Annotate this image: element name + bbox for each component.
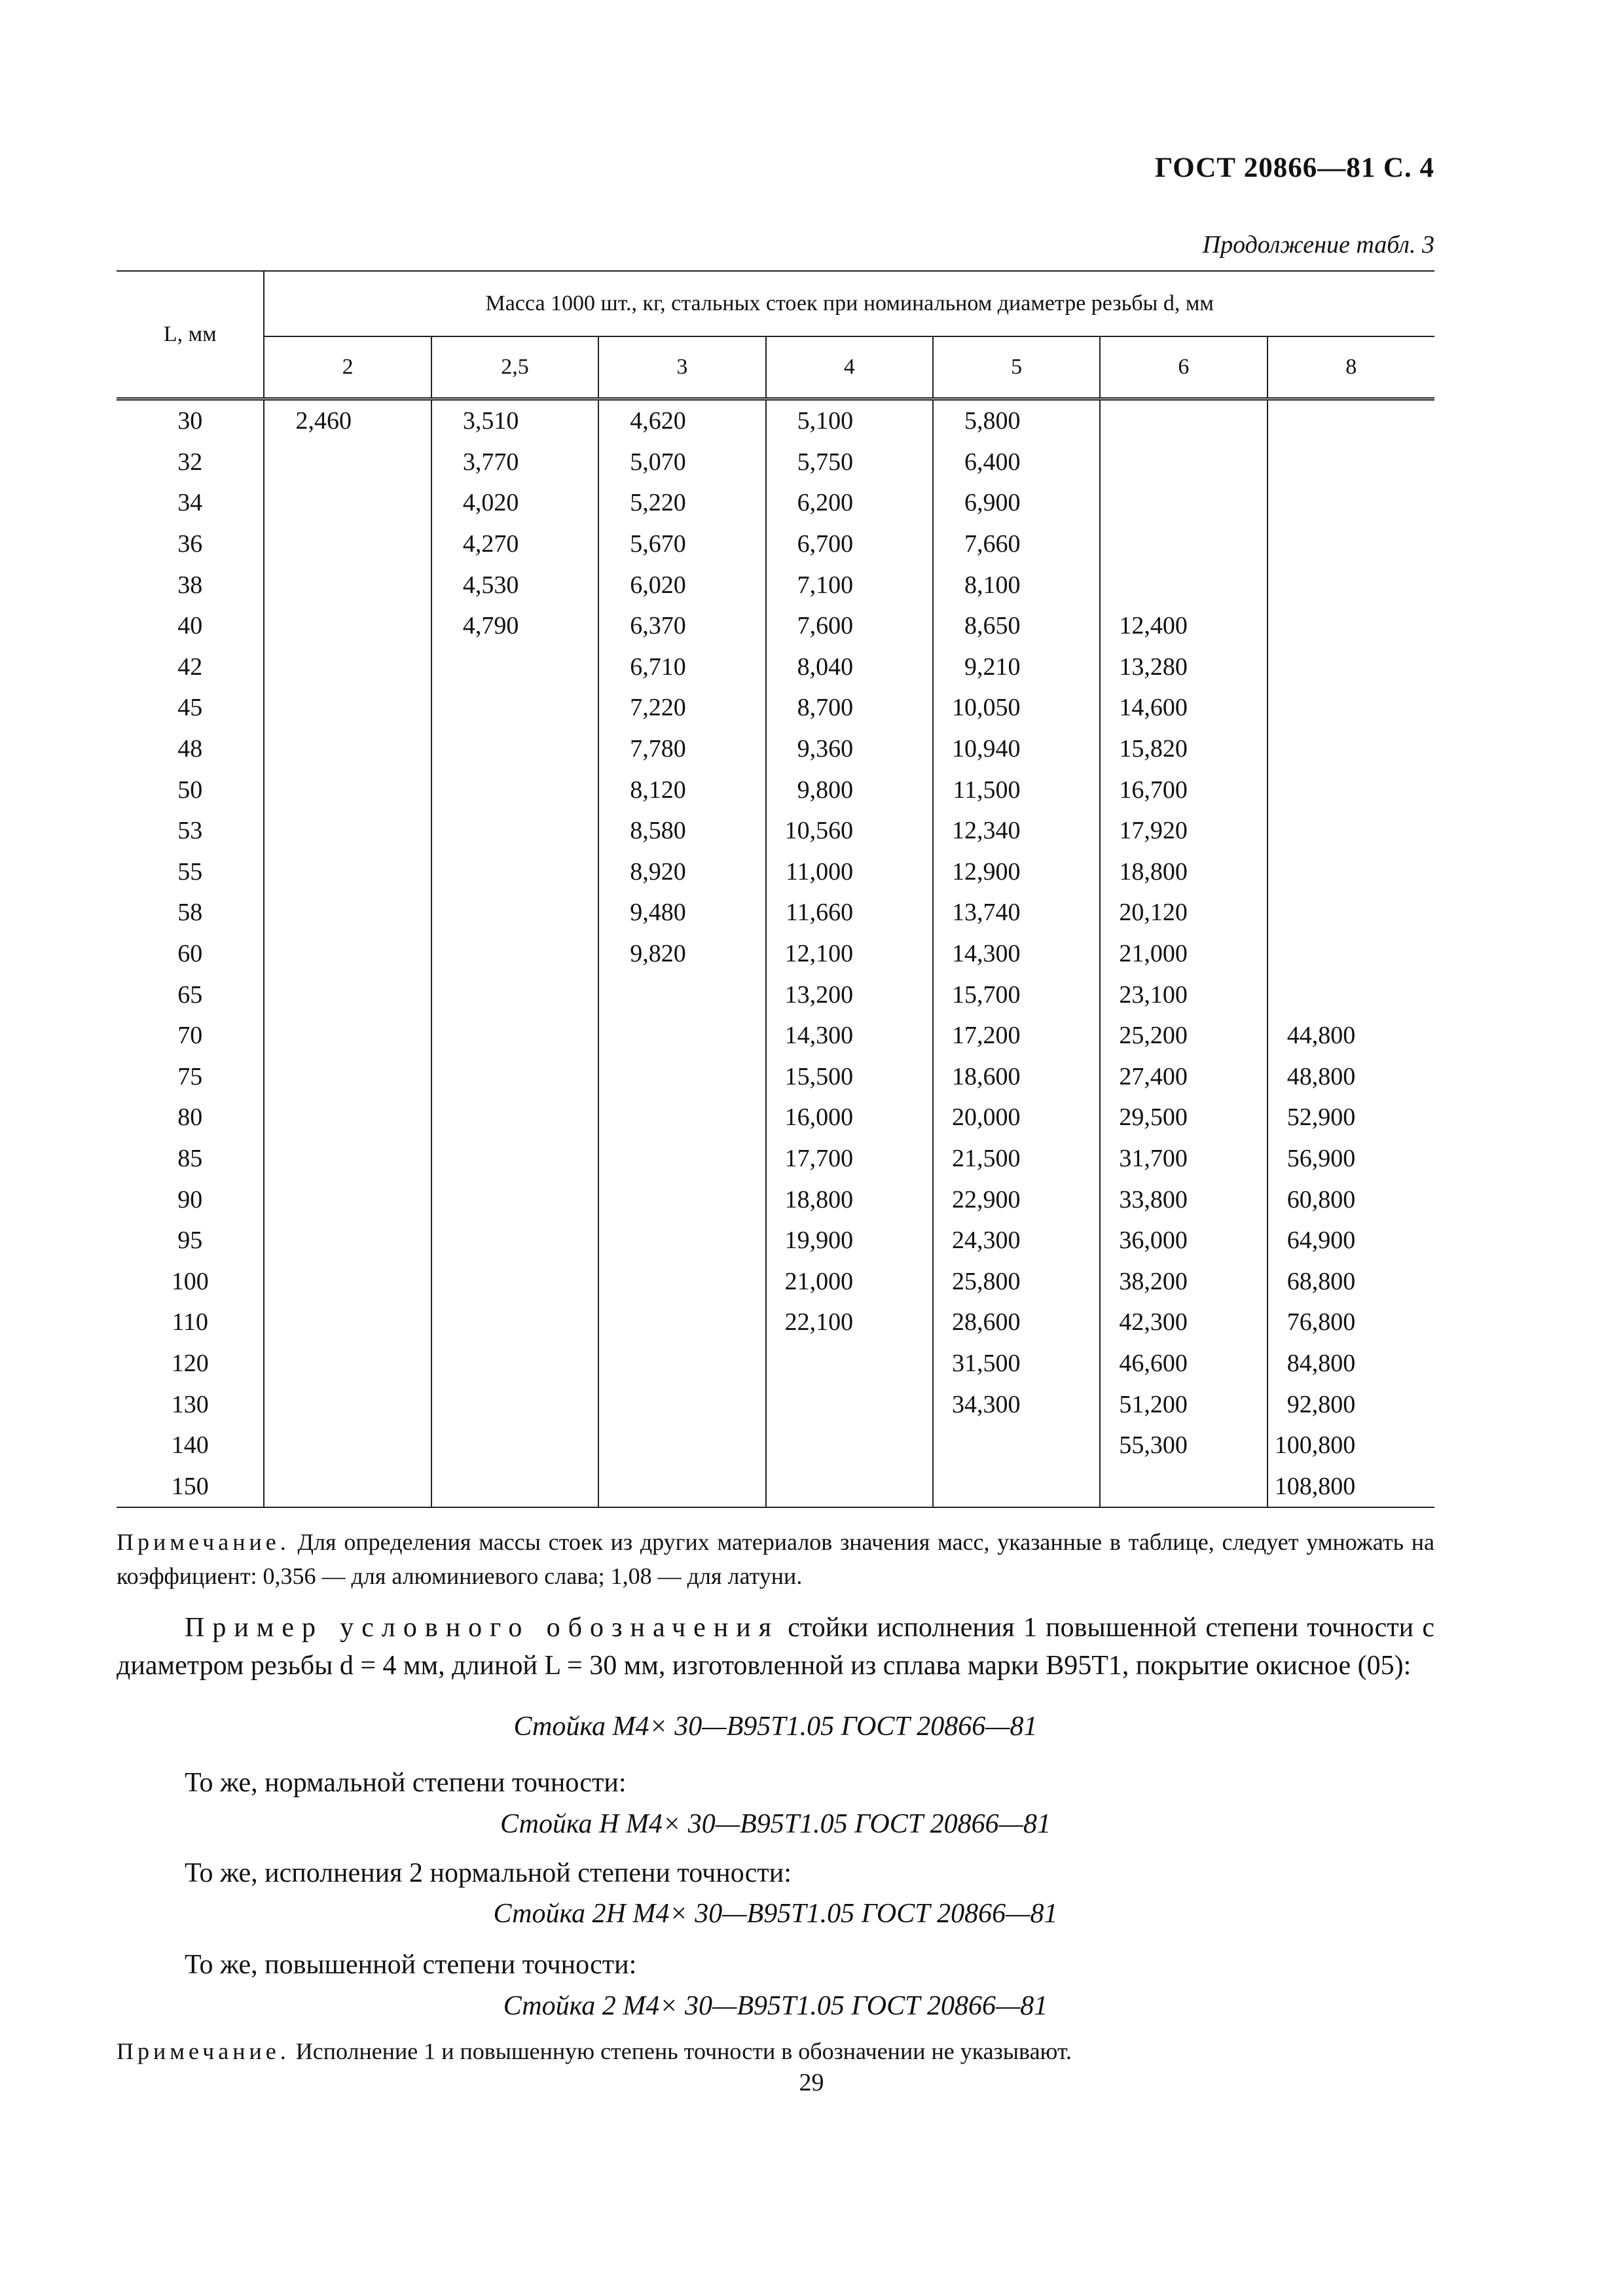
length-cell: 80	[117, 1097, 264, 1138]
mass-cell	[264, 605, 431, 647]
mass-cell: 44,800	[1267, 1015, 1434, 1056]
mass-cell: 7,780	[598, 728, 765, 770]
mass-cell: 33,800	[1100, 1179, 1267, 1220]
table-row	[117, 1302, 1434, 1343]
mass-cell: 6,900	[933, 482, 1100, 524]
designation-1: Стойка М4× 30—В95Т1.05 ГОСТ 20866—81	[513, 1712, 1038, 1742]
mass-cell: 100,800	[1267, 1425, 1434, 1466]
mass-cell: 13,740	[933, 892, 1100, 933]
length-cell: 48	[117, 728, 264, 770]
mass-cell	[1267, 728, 1434, 770]
mass-cell: 16,700	[1100, 769, 1267, 810]
mass-cell	[264, 1465, 431, 1507]
mass-cell: 5,670	[598, 524, 765, 565]
mass-cell: 51,200	[1100, 1384, 1267, 1425]
note-1	[117, 1525, 1434, 1593]
table-row	[117, 687, 1434, 728]
mass-cell	[264, 810, 431, 852]
mass-cell	[264, 1015, 431, 1056]
table-row	[117, 1015, 1434, 1056]
note-2-text: Исполнение 1 и повышенную степень точности в обозначении не указывают.	[295, 2038, 1072, 2064]
mass-cell	[598, 1384, 765, 1425]
length-cell: 110	[117, 1302, 264, 1343]
mass-cell: 9,800	[766, 769, 933, 810]
mass-cell: 5,750	[766, 442, 933, 483]
mass-cell: 3,510	[431, 399, 598, 442]
length-cell: 58	[117, 892, 264, 933]
length-cell: 55	[117, 852, 264, 893]
diameter-header: 4	[766, 336, 933, 399]
mass-cell: 8,650	[933, 605, 1100, 647]
mass-cell	[1100, 482, 1267, 524]
mass-cell: 16,000	[766, 1097, 933, 1138]
table-row	[117, 1138, 1434, 1179]
mass-cell: 9,210	[933, 647, 1100, 688]
note-1-text: Для определения массы стоек из других материалов значения масс, указанные в таблице, следует умножать на коэффициент: 0,356 — для алюминиевого слава; 1,08 — для латуни.	[117, 1529, 1434, 1589]
mass-cell	[264, 524, 431, 565]
mass-cell	[933, 1465, 1100, 1507]
mass-cell: 28,600	[933, 1302, 1100, 1343]
mass-cell: 21,500	[933, 1138, 1100, 1179]
mass-cell: 18,800	[766, 1179, 933, 1220]
table-row	[117, 1056, 1434, 1098]
mass-cell	[598, 1425, 765, 1466]
mass-cell: 52,900	[1267, 1097, 1434, 1138]
mass-cell: 12,100	[766, 933, 933, 975]
mass-cell	[431, 687, 598, 728]
mass-cell	[1267, 605, 1434, 647]
mass-cell: 7,600	[766, 605, 933, 647]
mass-cell: 18,600	[933, 1056, 1100, 1098]
mass-cell	[264, 687, 431, 728]
mass-cell: 92,800	[1267, 1384, 1434, 1425]
mass-cell: 4,790	[431, 605, 598, 647]
table-row	[117, 1261, 1434, 1302]
mass-cell: 13,280	[1100, 647, 1267, 688]
mass-cell: 76,800	[1267, 1302, 1434, 1343]
table-row	[117, 1220, 1434, 1261]
mass-cell	[264, 769, 431, 810]
mass-cell	[431, 1425, 598, 1466]
mass-cell	[598, 1138, 765, 1179]
mass-cell	[1267, 933, 1434, 975]
table-row	[117, 1465, 1434, 1507]
length-cell: 85	[117, 1138, 264, 1179]
mass-cell: 4,530	[431, 564, 598, 605]
mass-cell	[264, 1056, 431, 1098]
mass-cell: 12,900	[933, 852, 1100, 893]
diameter-header: 5	[933, 336, 1100, 399]
mass-cell	[933, 1425, 1100, 1466]
mass-cell: 4,620	[598, 399, 765, 442]
diameter-header: 8	[1267, 336, 1434, 399]
mass-cell	[264, 1425, 431, 1466]
mass-cell: 6,700	[766, 524, 933, 565]
table-row	[117, 852, 1434, 893]
mass-cell: 3,770	[431, 442, 598, 483]
mass-cell: 8,100	[933, 564, 1100, 605]
mass-cell: 21,000	[1100, 933, 1267, 975]
diameter-header: 3	[598, 336, 765, 399]
note-2	[117, 2034, 1434, 2068]
diameter-header: 2,5	[431, 336, 598, 399]
mass-cell: 18,800	[1100, 852, 1267, 893]
mass-cell	[598, 1097, 765, 1138]
note-2-label: Примечание.	[117, 2038, 290, 2064]
mass-cell: 48,800	[1267, 1056, 1434, 1098]
table-row	[117, 1343, 1434, 1384]
table-row	[117, 482, 1434, 524]
mass-table	[117, 270, 1434, 1508]
mass-cell	[264, 1220, 431, 1261]
mass-cell	[431, 892, 598, 933]
mass-cell	[431, 1261, 598, 1302]
mass-cell	[264, 1179, 431, 1220]
mass-cell: 14,600	[1100, 687, 1267, 728]
mass-cell: 64,900	[1267, 1220, 1434, 1261]
mass-cell	[766, 1465, 933, 1507]
mass-cell	[431, 1465, 598, 1507]
mass-cell: 10,940	[933, 728, 1100, 770]
mass-cell: 13,200	[766, 974, 933, 1015]
length-cell: 40	[117, 605, 264, 647]
mass-cell: 7,220	[598, 687, 765, 728]
mass-cell	[264, 1097, 431, 1138]
mass-cell: 11,500	[933, 769, 1100, 810]
mass-cell: 6,400	[933, 442, 1100, 483]
mass-cell	[264, 564, 431, 605]
mass-cell	[431, 1343, 598, 1384]
mass-cell: 38,200	[1100, 1261, 1267, 1302]
mass-cell	[1267, 399, 1434, 442]
mass-cell: 12,400	[1100, 605, 1267, 647]
mass-cell: 31,500	[933, 1343, 1100, 1384]
mass-cell: 8,580	[598, 810, 765, 852]
mass-cell: 11,000	[766, 852, 933, 893]
mass-cell: 6,710	[598, 647, 765, 688]
length-cell: 36	[117, 524, 264, 565]
mass-cell: 84,800	[1267, 1343, 1434, 1384]
length-cell: 45	[117, 687, 264, 728]
length-cell: 130	[117, 1384, 264, 1425]
mass-cell	[766, 1384, 933, 1425]
mass-cell	[598, 1465, 765, 1507]
l-column-header: L, мм	[117, 271, 264, 399]
mass-cell: 25,800	[933, 1261, 1100, 1302]
length-cell: 120	[117, 1343, 264, 1384]
mass-cell	[431, 852, 598, 893]
mass-cell	[264, 892, 431, 933]
length-cell: 100	[117, 1261, 264, 1302]
table-row	[117, 769, 1434, 810]
mass-cell: 46,600	[1100, 1343, 1267, 1384]
mass-cell: 60,800	[1267, 1179, 1434, 1220]
length-cell: 32	[117, 442, 264, 483]
table-row	[117, 605, 1434, 647]
mass-cell	[1267, 564, 1434, 605]
length-cell: 95	[117, 1220, 264, 1261]
mass-cell	[431, 1384, 598, 1425]
mass-cell	[264, 852, 431, 893]
length-cell: 70	[117, 1015, 264, 1056]
mass-cell: 5,220	[598, 482, 765, 524]
mass-cell: 8,040	[766, 647, 933, 688]
mass-cell: 8,920	[598, 852, 765, 893]
length-cell: 75	[117, 1056, 264, 1098]
length-cell: 34	[117, 482, 264, 524]
mass-cell: 36,000	[1100, 1220, 1267, 1261]
mass-cell	[598, 1261, 765, 1302]
mass-cell: 17,200	[933, 1015, 1100, 1056]
mass-cell: 15,820	[1100, 728, 1267, 770]
mass-cell	[264, 442, 431, 483]
example-paragraph	[117, 1609, 1434, 1685]
length-cell: 30	[117, 399, 264, 442]
same-2: То же, исполнения 2 нормальной степени точности:	[185, 1858, 792, 1888]
mass-cell: 15,500	[766, 1056, 933, 1098]
mass-cell	[431, 974, 598, 1015]
page-number: 29	[799, 2069, 824, 2096]
mass-cell: 22,100	[766, 1302, 933, 1343]
mass-cell: 20,120	[1100, 892, 1267, 933]
table-row	[117, 647, 1434, 688]
mass-cell	[431, 1097, 598, 1138]
mass-cell	[431, 728, 598, 770]
table-row	[117, 974, 1434, 1015]
mass-cell: 11,660	[766, 892, 933, 933]
mass-cell	[431, 1015, 598, 1056]
mass-cell: 19,900	[766, 1220, 933, 1261]
designation-2: Стойка Н М4× 30—В95Т1.05 ГОСТ 20866—81	[500, 1809, 1051, 1839]
mass-cell	[264, 482, 431, 524]
mass-cell	[1267, 974, 1434, 1015]
mass-cell: 9,820	[598, 933, 765, 975]
mass-cell: 55,300	[1100, 1425, 1267, 1466]
mass-cell: 12,340	[933, 810, 1100, 852]
mass-cell: 6,020	[598, 564, 765, 605]
mass-cell	[598, 974, 765, 1015]
mass-cell	[598, 1220, 765, 1261]
designation-3: Стойка 2Н М4× 30—В95Т1.05 ГОСТ 20866—81	[493, 1899, 1058, 1929]
mass-cell	[1267, 810, 1434, 852]
table-row	[117, 399, 1434, 442]
table-row	[117, 728, 1434, 770]
length-cell: 50	[117, 769, 264, 810]
note-1-label: Примечание.	[117, 1529, 290, 1555]
mass-cell: 8,120	[598, 769, 765, 810]
table-row	[117, 892, 1434, 933]
mass-cell	[431, 1056, 598, 1098]
mass-cell: 21,000	[766, 1261, 933, 1302]
mass-cell: 6,200	[766, 482, 933, 524]
mass-cell: 14,300	[766, 1015, 933, 1056]
mass-cell	[598, 1179, 765, 1220]
mass-cell: 17,700	[766, 1138, 933, 1179]
mass-cell: 17,920	[1100, 810, 1267, 852]
mass-cell: 5,070	[598, 442, 765, 483]
diameter-header: 6	[1100, 336, 1267, 399]
mass-cell: 8,700	[766, 687, 933, 728]
mass-cell: 25,200	[1100, 1015, 1267, 1056]
mass-group-header: Масса 1000 шт., кг, стальных стоек при номинальном диаметре резьбы d, мм	[264, 271, 1434, 336]
mass-cell: 56,900	[1267, 1138, 1434, 1179]
mass-cell	[1267, 687, 1434, 728]
mass-cell	[264, 1343, 431, 1384]
table-row	[117, 564, 1434, 605]
example-text: стойки исполнения 1 повышенной степени точности с диаметром резьбы d = 4 мм, длиной L = 30 мм, изготовленной из сплава марки В95Т1, покрытие окисное (05):	[117, 1613, 1435, 1681]
mass-cell	[1267, 852, 1434, 893]
mass-cell	[1100, 524, 1267, 565]
mass-cell	[264, 728, 431, 770]
mass-cell: 24,300	[933, 1220, 1100, 1261]
mass-cell: 5,100	[766, 399, 933, 442]
mass-cell	[1100, 442, 1267, 483]
same-1: То же, нормальной степени точности:	[185, 1768, 627, 1798]
mass-cell	[264, 1302, 431, 1343]
mass-cell: 29,500	[1100, 1097, 1267, 1138]
table-row	[117, 442, 1434, 483]
designation-4: Стойка 2 М4× 30—В95Т1.05 ГОСТ 20866—81	[503, 1991, 1048, 2021]
mass-cell: 108,800	[1267, 1465, 1434, 1507]
mass-cell	[598, 1015, 765, 1056]
mass-cell	[1267, 769, 1434, 810]
mass-cell: 34,300	[933, 1384, 1100, 1425]
mass-cell: 9,360	[766, 728, 933, 770]
mass-cell: 4,270	[431, 524, 598, 565]
mass-cell: 68,800	[1267, 1261, 1434, 1302]
length-cell: 53	[117, 810, 264, 852]
same-3: То же, повышенной степени точности:	[185, 1950, 637, 1980]
mass-cell	[431, 1179, 598, 1220]
mass-cell: 27,400	[1100, 1056, 1267, 1098]
mass-cell	[766, 1343, 933, 1384]
mass-cell: 7,100	[766, 564, 933, 605]
mass-cell	[264, 1384, 431, 1425]
mass-cell	[766, 1425, 933, 1466]
mass-cell	[1267, 442, 1434, 483]
table-row	[117, 1097, 1434, 1138]
diameter-header: 2	[264, 336, 431, 399]
mass-cell	[431, 810, 598, 852]
mass-cell: 4,020	[431, 482, 598, 524]
mass-cell	[431, 647, 598, 688]
mass-cell	[598, 1302, 765, 1343]
mass-cell	[431, 933, 598, 975]
length-cell: 42	[117, 647, 264, 688]
mass-cell	[264, 647, 431, 688]
table-row	[117, 1384, 1434, 1425]
mass-cell	[1100, 564, 1267, 605]
table-row	[117, 1425, 1434, 1466]
mass-cell	[431, 769, 598, 810]
header-title: ГОСТ 20866—81 С. 4	[1154, 152, 1434, 183]
mass-cell: 15,700	[933, 974, 1100, 1015]
length-cell: 150	[117, 1465, 264, 1507]
length-cell: 90	[117, 1179, 264, 1220]
mass-cell	[431, 1302, 598, 1343]
example-label: Пример условного обозначения	[185, 1613, 780, 1643]
mass-cell: 2,460	[264, 399, 431, 442]
mass-cell	[264, 1138, 431, 1179]
mass-cell	[1100, 1465, 1267, 1507]
mass-cell	[264, 1261, 431, 1302]
mass-cell	[1100, 399, 1267, 442]
mass-cell: 9,480	[598, 892, 765, 933]
mass-cell	[1267, 892, 1434, 933]
length-cell: 140	[117, 1425, 264, 1466]
mass-cell	[264, 974, 431, 1015]
mass-cell: 6,370	[598, 605, 765, 647]
mass-cell: 31,700	[1100, 1138, 1267, 1179]
mass-cell	[1267, 647, 1434, 688]
mass-cell	[598, 1056, 765, 1098]
mass-cell	[598, 1343, 765, 1384]
table-row	[117, 933, 1434, 975]
table-row	[117, 524, 1434, 565]
mass-cell: 7,660	[933, 524, 1100, 565]
mass-cell: 5,800	[933, 399, 1100, 442]
mass-cell	[1267, 524, 1434, 565]
mass-cell	[264, 933, 431, 975]
mass-cell	[1267, 482, 1434, 524]
mass-cell	[431, 1138, 598, 1179]
table-row	[117, 810, 1434, 852]
table-row	[117, 1179, 1434, 1220]
table-continuation-label: Продолжение табл. 3	[1202, 231, 1434, 259]
mass-cell: 22,900	[933, 1179, 1100, 1220]
length-cell: 38	[117, 564, 264, 605]
length-cell: 60	[117, 933, 264, 975]
length-cell: 65	[117, 974, 264, 1015]
mass-cell: 23,100	[1100, 974, 1267, 1015]
mass-cell: 20,000	[933, 1097, 1100, 1138]
mass-cell	[431, 1220, 598, 1261]
mass-cell: 14,300	[933, 933, 1100, 975]
mass-cell: 42,300	[1100, 1302, 1267, 1343]
mass-cell: 10,560	[766, 810, 933, 852]
mass-cell: 10,050	[933, 687, 1100, 728]
